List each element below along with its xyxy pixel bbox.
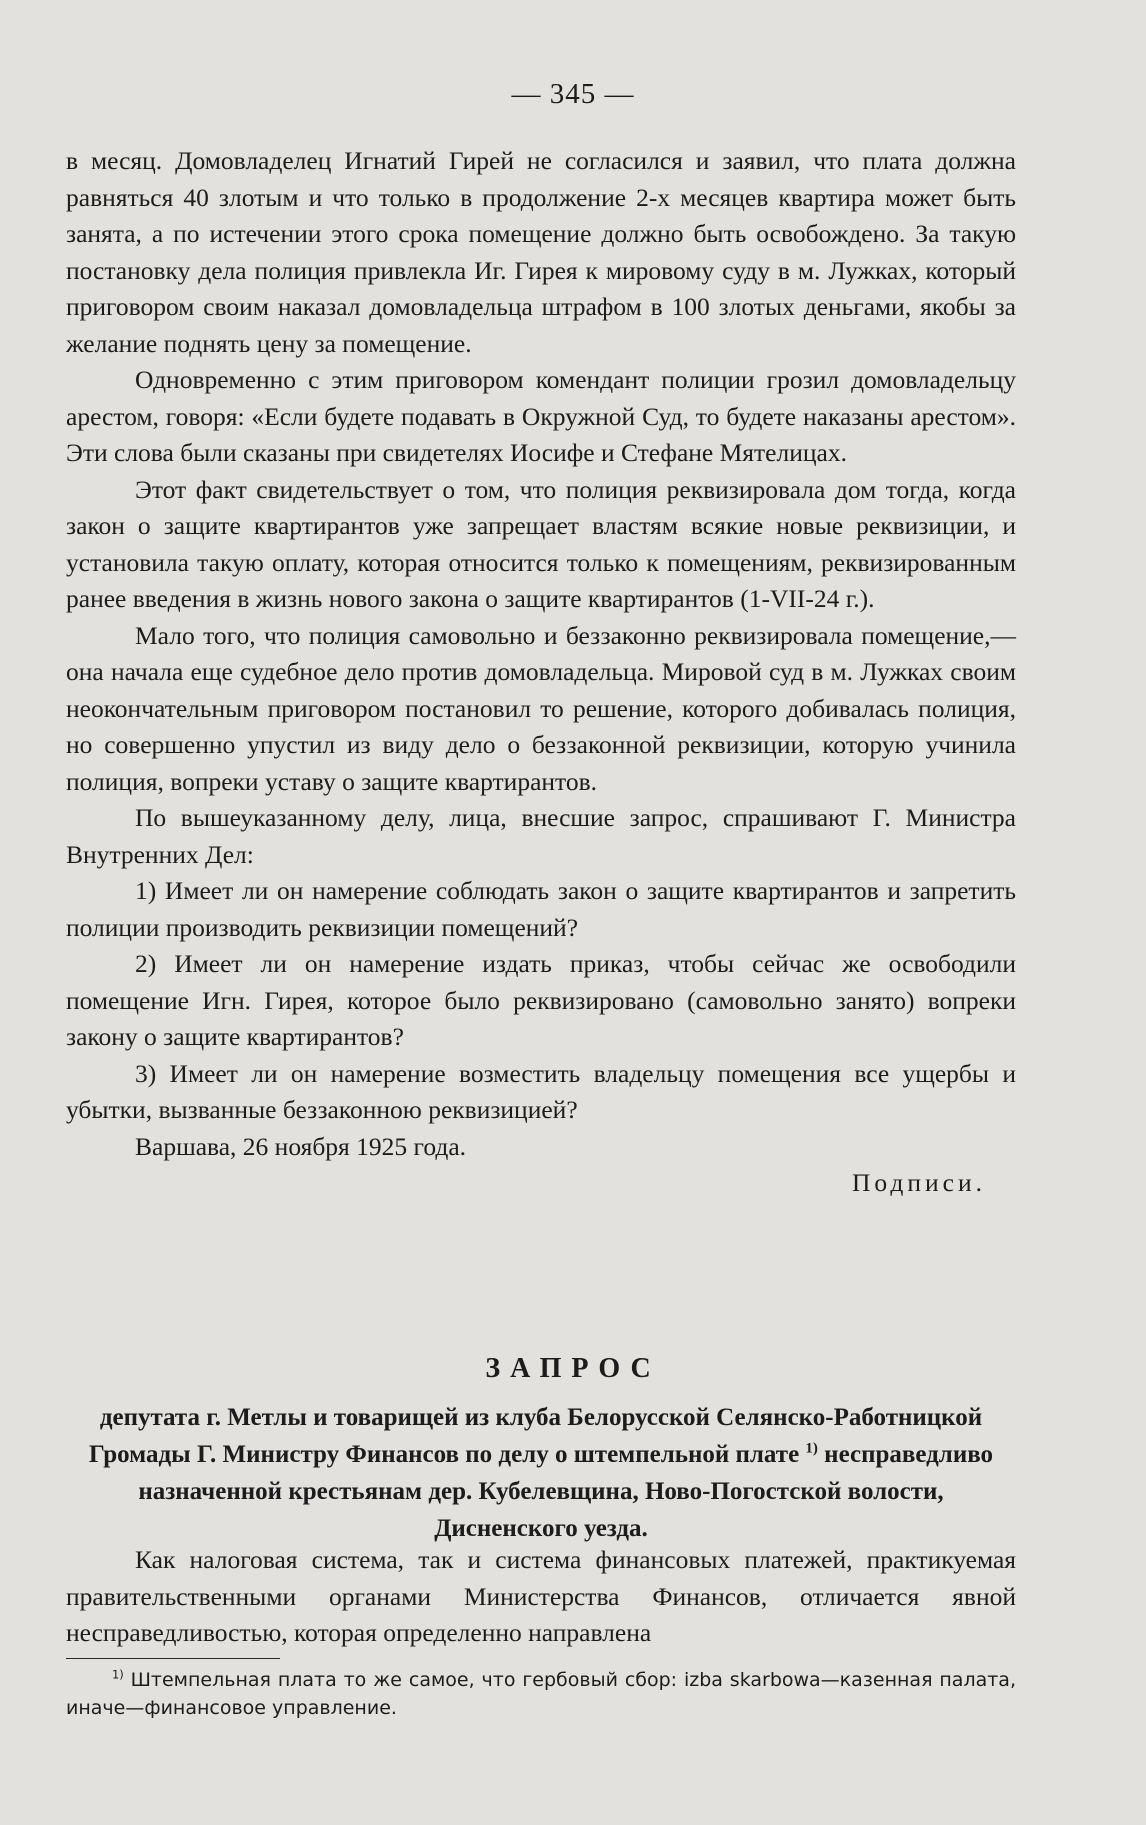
question-item: 3) Имеет ли он намерение возместить владельцу помещения все ущербы и убытки, вызванные беззаконною реквизицией? bbox=[66, 1058, 1016, 1124]
footnote-mark: 1) bbox=[112, 1667, 124, 1682]
paragraph: Одновременно с этим приговором комендант полиции грозил домовладельцу арестом, говоря: «Если будете подавать в Окружной Суд, то будете наказаны арестом». Эти слова были сказаны при свидетелях Иосифе и Стефане Мятелицах. bbox=[66, 365, 1016, 467]
page-number: — 345 — bbox=[511, 78, 635, 110]
question-item: 1) Имеет ли он намерение соблюдать закон о защите квартирантов и запретить полиции производить реквизиции помещений? bbox=[66, 876, 1016, 942]
footnote bbox=[66, 1666, 1016, 1722]
subtitle-text-before: депутата г. Метлы и товарищей из клуба Белорусской Селянско-Работницкой Громады Г. Министру Финансов по делу о штемпельной плате bbox=[88, 1404, 983, 1468]
footnote-divider bbox=[66, 1658, 280, 1659]
footnote-text: Штемпельная плата то же самое, что гербовый сбор: izba skarbowa—казенная палата, иначе—финансовое управление. bbox=[66, 1669, 1016, 1719]
footnote-reference: 1) bbox=[805, 1440, 818, 1457]
second-request-text bbox=[66, 1542, 1016, 1652]
main-text bbox=[66, 143, 1016, 1202]
signature: Подписи. bbox=[851, 1168, 986, 1197]
paragraph-continuation: в месяц. Домовладелец Игнатий Гирей не согласился и заявил, что плата должна равняться 40 злотым и что только в продолжение 2-х месяцев квартира может быть занята, а по истечении этого срока помещение должно быть освобождено. За такую постановку дела полиция привлекла Иг. Гирея к мировому суду в м. Лужках, который приговором своим наказал домовладельца штрафом в 100 злотых деньгами, якобы за желание поднять цену за помещение. bbox=[66, 146, 1016, 358]
question-item: 2) Имеет ли он намерение издать приказ, чтобы сейчас же освободили помещение Игн. Гирея, которое было реквизировано (самовольно занято) вопреки закону о защите квартирантов? bbox=[66, 949, 1016, 1051]
paragraph: Мало того, что полиция самовольно и беззаконно реквизировала помещение,—она начала еще судебное дело против домовладельца. Мировой суд в м. Лужках своим неокончательным приговором постановил то решение, которого добивалась полиция, но совершенно упустил из виду дело о беззаконной реквизиции, которую учинила полиция, вопреки уставу о защите квартирантов. bbox=[66, 620, 1016, 796]
date-line: Варшава, 26 ноября 1925 года. bbox=[135, 1131, 467, 1161]
paragraph: Как налоговая система, так и система финансовых платежей, практикуемая правительственными органами Министерства Финансов, отличается явной несправедливостью, которая определенно направлена bbox=[66, 1545, 1016, 1647]
paragraph: Этот факт свидетельствует о том, что полиция реквизировала дом тогда, когда закон о защите квартирантов уже запрещает властям всякие новые реквизиции, и установила такую оплату, которая относится только к помещениям, реквизированным ранее введения в жизнь нового закона о защите квартирантов (1-VII-24 г.). bbox=[66, 474, 1016, 613]
paragraph: По вышеуказанному делу, лица, внесшие запрос, спрашивают Г. Министра Внутренних Дел: bbox=[66, 803, 1016, 869]
section-subtitle bbox=[66, 1399, 1016, 1547]
subtitle-text-after: несправедливо назначенной крестьянам дер. Кубелевщина, Ново-Погостской волости, Дисненского уезда. bbox=[138, 1441, 994, 1542]
section-heading: ЗАПРОС bbox=[485, 1353, 661, 1384]
